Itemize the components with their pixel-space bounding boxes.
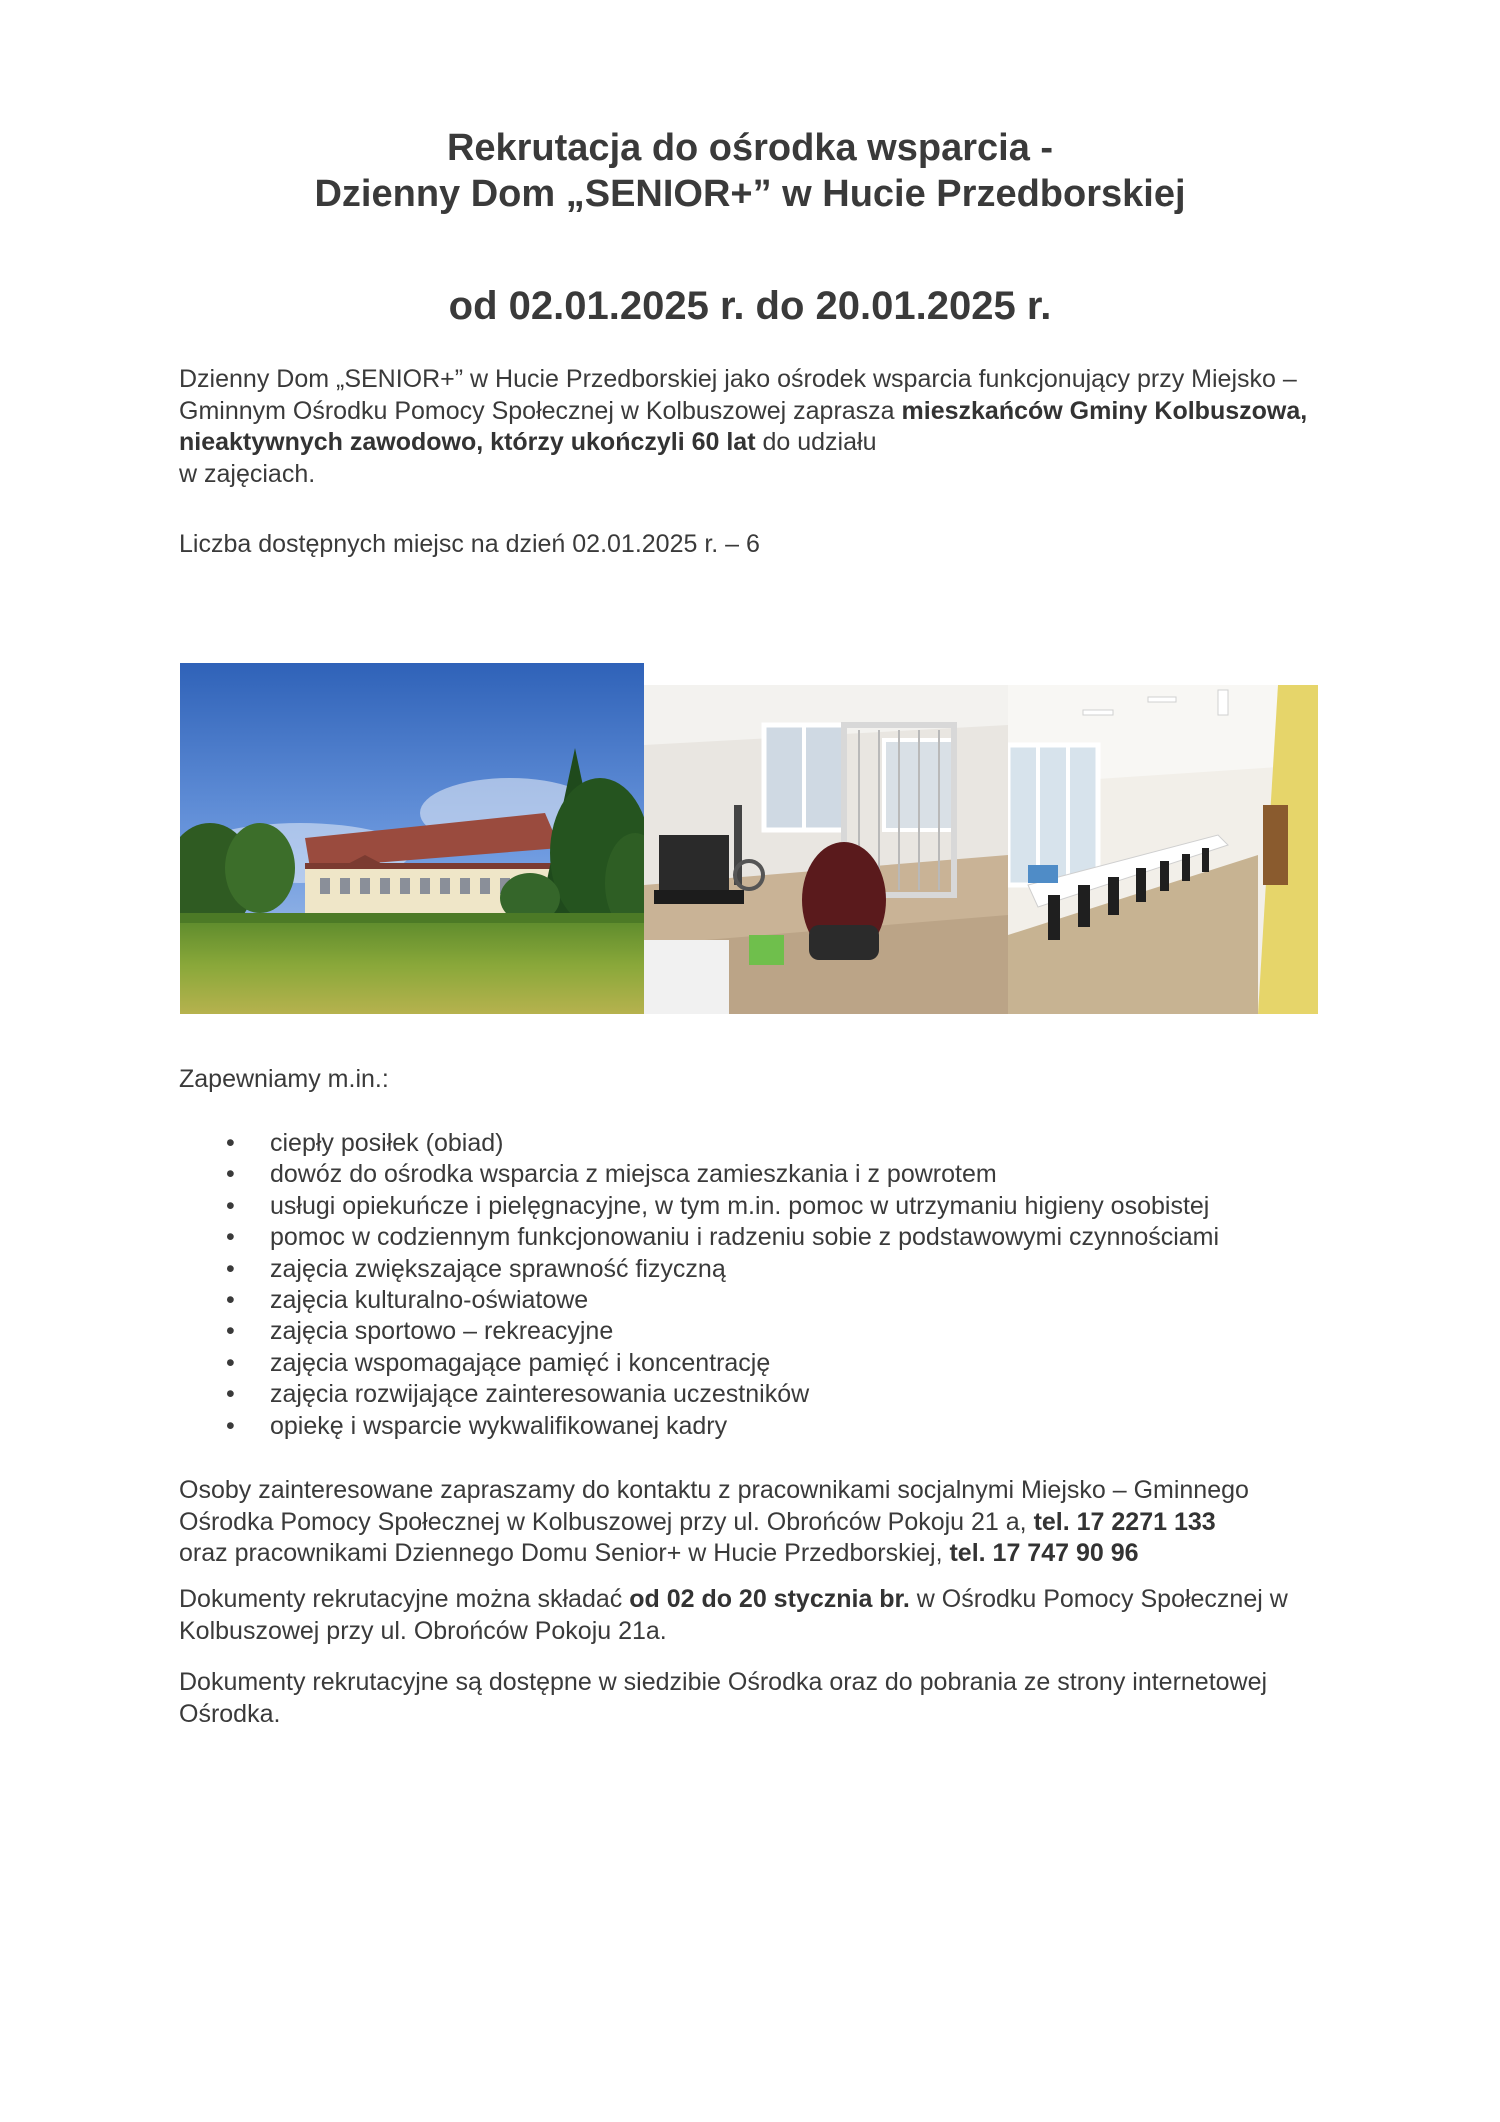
- documents-availability-paragraph: Dokumenty rekrutacyjne są dostępne w siedzibie Ośrodka oraz do pobrania ze strony internetowej Ośrodka.: [179, 1668, 1268, 1728]
- list-item: [179, 1316, 1329, 1347]
- bullet-icon: •: [226, 1380, 235, 1409]
- list-item-text: zajęcia wspomagające pamięć i koncentrację: [270, 1348, 771, 1377]
- bullet-icon: •: [226, 1254, 235, 1283]
- intro-text-2: do udziału: [755, 428, 877, 456]
- contact-text-2: oraz pracownikami Dziennego Domu Senior+ w Hucie Przedborskiej,: [179, 1539, 950, 1567]
- bullet-icon: •: [226, 1411, 235, 1440]
- title-line-2: Dzienny Dom „SENIOR+” w Hucie Przedborskiej: [314, 173, 1186, 215]
- building-photo: [180, 663, 644, 1014]
- list-item-text: opiekę i wsparcie wykwalifikowanej kadry: [270, 1411, 728, 1440]
- available-places: Liczba dostępnych miejsc na dzień 02.01.2025 r. – 6: [179, 530, 760, 558]
- activity-hall-photo: [1008, 685, 1318, 1014]
- intro-paragraph: [179, 364, 1329, 490]
- list-item: [179, 1254, 1329, 1285]
- list-item-text: dowóz do ośrodka wsparcia z miejsca zamieszkania i z powrotem: [270, 1160, 997, 1189]
- list-item-text: usługi opiekuńcze i pielęgnacyjne, w tym m.in. pomoc w utrzymaniu higieny osobistej: [270, 1191, 1210, 1220]
- bullet-icon: •: [226, 1286, 235, 1315]
- docs-text: Dokumenty rekrutacyjne można składać: [179, 1585, 630, 1613]
- benefits-list: [179, 1128, 1329, 1442]
- list-item: [179, 1411, 1329, 1442]
- benefits-heading: Zapewniamy m.in.:: [179, 1065, 389, 1093]
- contact-text: Osoby zainteresowane zapraszamy do kontaktu z pracownikami socjalnymi Miejsko – Gminnego Ośrodka Pomocy Społecznej w Kolbuszowej przy ul. Obrońców Pokoju 21 a,: [179, 1476, 1249, 1536]
- bullet-icon: •: [226, 1223, 235, 1252]
- list-item: [179, 1159, 1329, 1190]
- list-item: [179, 1348, 1329, 1379]
- list-item: [179, 1191, 1329, 1222]
- recruitment-dates: od 02.01.2025 r. do 20.01.2025 r.: [448, 284, 1052, 328]
- list-item-text: zajęcia zwiększające sprawność fizyczną: [270, 1254, 726, 1283]
- list-item-text: zajęcia rozwijające zainteresowania uczestników: [270, 1380, 810, 1409]
- title-line-1: Rekrutacja do ośrodka wsparcia -: [446, 127, 1054, 169]
- bullet-icon: •: [226, 1160, 235, 1189]
- list-item-text: ciepły posiłek (obiad): [270, 1129, 504, 1157]
- bullet-icon: •: [226, 1317, 235, 1346]
- list-item: [179, 1128, 1329, 1159]
- list-item: [179, 1222, 1329, 1253]
- exercise-room-photo: [644, 685, 1008, 1014]
- list-item: [179, 1285, 1329, 1316]
- photo-collage: [180, 663, 1318, 1014]
- list-item-text: pomoc w codziennym funkcjonowaniu i radzeniu sobie z podstawowymi czynnościami: [270, 1223, 1220, 1252]
- submission-period: od 02 do 20 stycznia br.: [629, 1585, 910, 1613]
- phone-number-senior: tel. 17 747 90 96: [949, 1539, 1139, 1567]
- list-item-text: zajęcia kulturalno-oświatowe: [270, 1286, 589, 1315]
- list-item-text: zajęcia sportowo – rekreacyjne: [270, 1317, 614, 1346]
- intro-text: Dzienny Dom „SENIOR+” w Hucie Przedborskiej jako ośrodek wsparcia funkcjonujący przy Miejsko – Gminnym Ośrodku Pomocy Społecznej w Kolbuszowej zaprasza: [179, 365, 1297, 425]
- contact-paragraph: [179, 1475, 1329, 1570]
- bullet-icon: •: [226, 1129, 235, 1157]
- docs-text-2: w Ośrodku Pomocy Społecznej w Kolbuszowej przy ul. Obrońców Pokoju 21a.: [179, 1585, 1288, 1645]
- documents-submission-paragraph: [179, 1584, 1329, 1647]
- intro-target-group: mieszkańców Gminy Kolbuszowa, nieaktywnych zawodowo, którzy ukończyli 60 lat: [179, 396, 1308, 456]
- phone-number-mgops: tel. 17 2271 133: [1033, 1507, 1216, 1536]
- bullet-icon: •: [226, 1348, 235, 1377]
- list-item: [179, 1379, 1329, 1410]
- intro-text-3: w zajęciach.: [179, 459, 316, 488]
- bullet-icon: •: [226, 1191, 235, 1220]
